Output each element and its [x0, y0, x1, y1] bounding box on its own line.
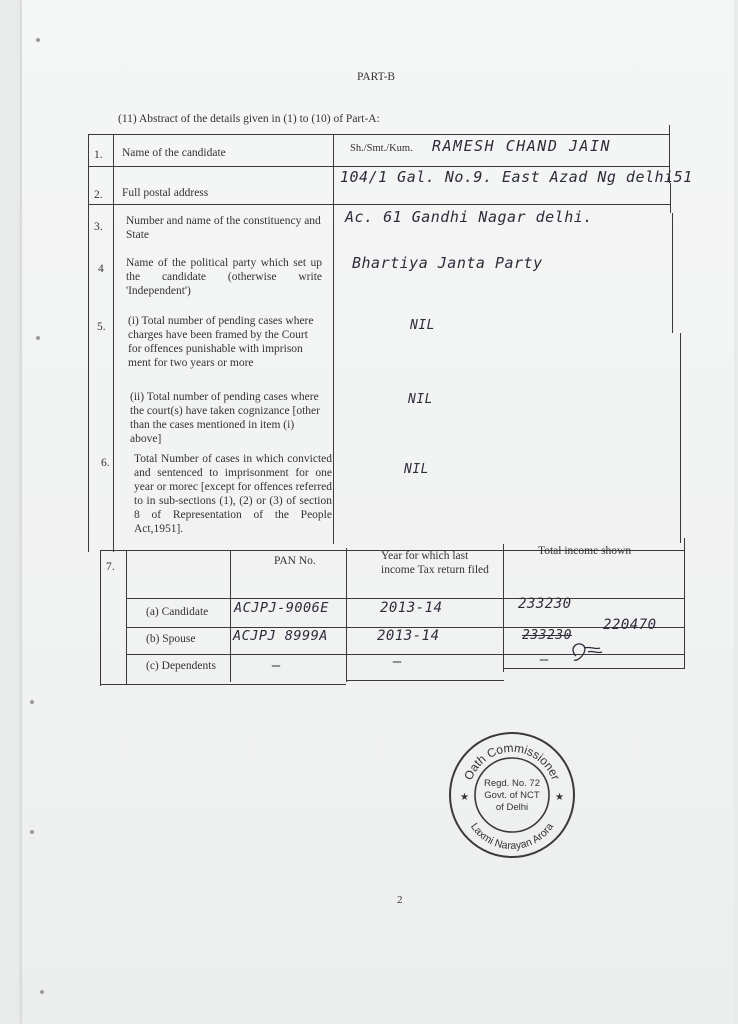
row-number: 4 [98, 263, 104, 275]
postal-address: 104/1 Gal. No.9. East Azad Ng delhi51 [340, 168, 693, 186]
row-number: 2. [94, 189, 103, 201]
row-number: 5. [97, 321, 106, 333]
table-border [88, 166, 670, 167]
table-border [126, 550, 127, 684]
constituency: Ac. 61 Gandhi Nagar delhi. [345, 208, 593, 226]
pan-number: ACJPJ 8999A [233, 628, 328, 644]
stamp-bottom-text: Laxmi Narayan Arora [468, 820, 556, 853]
income-value: 233230 [518, 596, 572, 612]
table-border [346, 548, 347, 682]
table-border [88, 134, 89, 552]
row-label: Full postal address [122, 187, 209, 199]
punch-mark [36, 38, 40, 42]
page-number: 2 [397, 894, 403, 906]
svg-text:Oath Commissioner [461, 741, 563, 782]
table-border [100, 550, 101, 686]
abstract-heading: (11) Abstract of the details given in (1) to (10) of Part-A: [118, 113, 380, 125]
income-row-label: (b) Spouse [146, 633, 196, 645]
table-border [684, 538, 685, 668]
tax-year: 2013-14 [377, 628, 440, 644]
table-border [504, 668, 685, 669]
row-number: 7. [106, 561, 115, 573]
table-border [680, 333, 681, 543]
column-header-pan: PAN No. [274, 555, 316, 567]
punch-mark [30, 830, 34, 834]
table-border [346, 680, 504, 681]
pan-number: – [272, 658, 281, 674]
pan-number: ACJPJ-9006E [234, 600, 329, 616]
part-heading: PART-B [357, 71, 396, 83]
row-number: 1. [94, 149, 103, 161]
income-value: – [540, 652, 549, 668]
row-label: Total Number of cases in which convicted and sentenced to imprisonment for one year or morec [except for offences referred to in sub-sections (1), (2) or (3) of section 8 of Representation of the People Act,1951]. [134, 453, 332, 535]
table-border [670, 183, 671, 213]
row-label: Name of the political party which set up the candidate (otherwise write 'Independent') [126, 257, 322, 297]
table-border [113, 134, 114, 552]
stamp-star-icon: ★ [460, 792, 469, 803]
income-row-label: (c) Dependents [146, 660, 216, 672]
candidate-name: RAMESH CHAND JAIN [432, 137, 612, 155]
table-border [333, 134, 334, 544]
stamp-line: Regd. No. 72 [484, 778, 540, 789]
stamp-line: of Delhi [495, 802, 529, 813]
table-border [100, 684, 346, 685]
stamp-star-icon: ★ [555, 792, 564, 803]
table-border [230, 550, 231, 682]
table-border [126, 598, 684, 599]
table-border [88, 134, 670, 135]
political-party: Bhartiya Janta Party [352, 254, 543, 272]
tax-year: 2013-14 [380, 600, 443, 616]
column-header-income: Total income shown [538, 545, 632, 557]
table-border [88, 204, 671, 205]
stamp-line: Govt. of NCT [484, 790, 540, 801]
initials-signature [566, 636, 606, 666]
income-row-label: (a) Candidate [146, 606, 209, 618]
row-number: 3. [94, 221, 103, 233]
tax-year: – [393, 654, 402, 670]
convicted-cases: NIL [404, 462, 429, 477]
oath-commissioner-stamp [447, 730, 577, 860]
stamp-top-text: Oath Commissioner [461, 740, 563, 783]
svg-text:Laxmi Narayan Arora [468, 821, 556, 852]
row-label: Name of the candidate [122, 147, 226, 159]
row-number: 6. [101, 457, 110, 469]
row-label: (i) Total number of pending cases where charges have been framed by the Court for offences punishable with imprison ment for two years or more [128, 315, 314, 369]
column-header-year: Year for which last income Tax return filed [381, 550, 489, 576]
income-value: 220470 [603, 617, 657, 633]
punch-mark [30, 700, 34, 704]
table-border [672, 213, 673, 333]
punch-mark [40, 990, 44, 994]
pending-cases-framed: NIL [410, 318, 435, 333]
income-value-struck: 233230 [522, 628, 572, 643]
table-border [503, 544, 504, 672]
punch-mark [36, 336, 40, 340]
row-label: Number and name of the constituency and State [126, 215, 321, 241]
pending-cases-cognizance: NIL [408, 392, 433, 407]
row-label: (ii) Total number of pending cases where the court(s) have taken cognizance [other than the cases mentioned in item (i) above] [130, 391, 320, 445]
name-prefix: Sh./Smt./Kum. [350, 143, 413, 154]
